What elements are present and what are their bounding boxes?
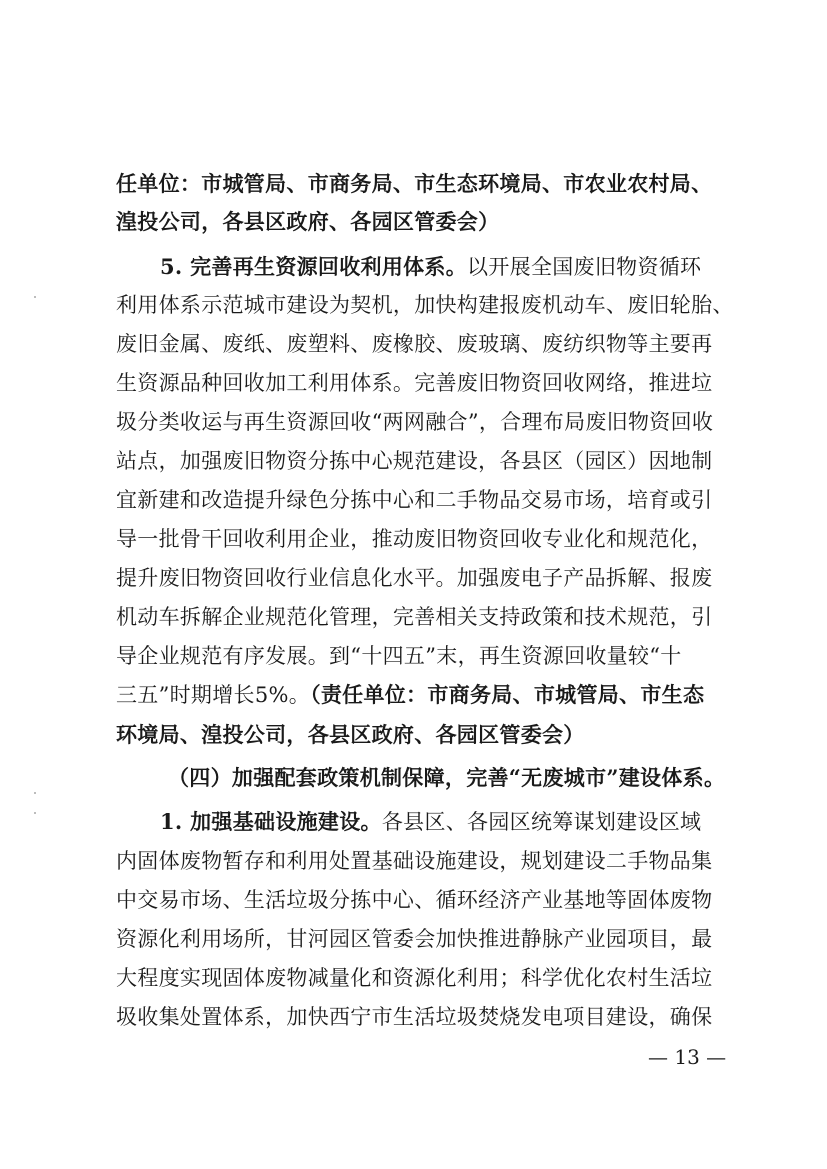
body-line (116, 722, 736, 748)
text-run: 1. 加强基础设施建设。 (160, 809, 382, 834)
body-line (160, 809, 736, 835)
text-run: （四）加强配套政策机制保障，完善“无废城市”建设体系。 (168, 765, 726, 790)
section-heading (168, 765, 736, 791)
text-run: 圾分类收运与再生资源回收“两网融合”，合理布局废旧物资回收 (116, 410, 714, 434)
scan-mark (34, 812, 36, 814)
text-run: 内固体废物暂存和利用处置基础设施建设，规划建设二手物品集 (116, 849, 713, 873)
body-line (116, 292, 736, 318)
text-run: 中交易市场、生活垃圾分拣中心、循环经济产业基地等固体废物 (116, 888, 713, 912)
text-run: 导企业规范有序发展。到“十四五”末，再生资源回收量较“十 (116, 644, 682, 668)
body-line (116, 209, 736, 235)
text-run: 资源化利用场所，甘河园区管委会加快推进静脉产业园项目，最 (116, 927, 713, 951)
text-run: 任单位：市城管局、市商务局、市生态环境局、市农业农村局、 (116, 171, 713, 196)
body-line (116, 965, 736, 991)
body-line (116, 487, 736, 513)
body-line (116, 604, 736, 630)
text-run: 各县区、各园区统筹谋划建设区域 (381, 810, 702, 834)
body-line (116, 409, 736, 435)
text-run: 提升废旧物资回收行业信息化水平。加强废电子产品拆解、报废 (116, 566, 713, 590)
scan-mark (34, 296, 36, 298)
body-line (116, 565, 736, 591)
text-run: 生资源品种回收加工利用体系。完善废旧物资回收网络，推进垃 (116, 371, 713, 395)
text-run: 湟投公司，各县区政府、各园区管委会） (116, 209, 500, 234)
text-run: 以开展全国废旧物资循环 (467, 255, 702, 279)
body-line (116, 526, 736, 552)
body-line (116, 682, 736, 708)
scan-mark (34, 792, 36, 794)
text-run: 圾收集处置体系，加快西宁市生活垃圾焚烧发电项目建设，确保 (116, 1005, 713, 1029)
body-line (116, 643, 736, 669)
body-line (116, 1004, 736, 1030)
body-line (116, 448, 736, 474)
text-run: 宜新建和改造提升绿色分拣中心和二手物品交易市场，培育或引 (116, 488, 713, 512)
text-run: 导一批骨干回收利用企业，推动废旧物资回收专业化和规范化， (116, 527, 713, 551)
body-line (116, 848, 736, 874)
body-line (160, 254, 736, 280)
text-run: 站点，加强废旧物资分拣中心规范建设，各县区（园区）因地制 (116, 449, 713, 473)
text-run: 环境局、湟投公司，各县区政府、各园区管委会） (116, 722, 585, 747)
text-run: 废旧金属、废纸、废塑料、废橡胶、废玻璃、废纺织物等主要再 (116, 332, 713, 356)
text-run: 5. 完善再生资源回收利用体系。 (160, 254, 468, 279)
body-line (116, 370, 736, 396)
page-number: — 13 — (648, 1045, 727, 1069)
text-run: 利用体系示范城市建设为契机，加快构建报废机动车、废旧轮胎、 (116, 293, 734, 317)
text-run: 机动车拆解企业规范化管理，完善相关支持政策和技术规范，引 (116, 605, 713, 629)
text-run: 三五”时期增长5%。 (116, 683, 311, 707)
body-line (116, 887, 736, 913)
body-line (116, 926, 736, 952)
text-run: 大程度实现固体废物减量化和资源化利用；科学优化农村生活垃 (116, 966, 713, 990)
body-line (116, 171, 736, 197)
body-line (116, 331, 736, 357)
text-run: （责任单位：市商务局、市城管局、市生态 (310, 682, 705, 707)
